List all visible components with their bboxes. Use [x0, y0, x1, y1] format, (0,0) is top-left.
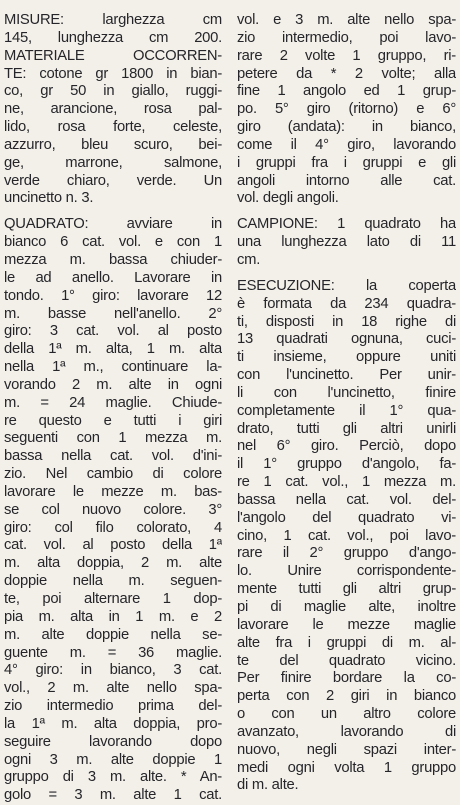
- right-paragraph: [237, 216, 456, 270]
- text-line: o con un altro colore: [237, 706, 456, 723]
- text-line: CAMPIONE: 1 quadrato ha: [237, 216, 456, 233]
- text-line: lavorare le mezze m. bas-: [4, 483, 222, 500]
- text-line: zio. Nel cambio di colore: [4, 466, 222, 483]
- text-line: co, gr 50 in giallo, ruggi-: [4, 83, 222, 100]
- text-line: ge, marrone, salmone,: [4, 154, 222, 171]
- text-line: avanzato, lavorando di: [237, 723, 456, 740]
- text-line: MISURE: larghezza cm: [4, 12, 222, 28]
- text-line: ti insieme, oppure uniti: [237, 349, 456, 366]
- text-line: mente tutti gli altri grup-: [237, 581, 456, 598]
- text-line: li con l'uncinetto, finire: [237, 384, 456, 401]
- text-line: mezza m. bassa chiuder-: [4, 251, 222, 268]
- right-paragraph: [237, 12, 456, 208]
- text-line: TE: cotone gr 1800 in bian-: [4, 65, 222, 82]
- text-line: cino, 1 cat. vol., poi lavo-: [237, 527, 456, 544]
- text-line: ti, disposti in 18 righe di: [237, 313, 456, 330]
- text-line: rare 2 volte 1 gruppo, ri-: [237, 47, 456, 64]
- text-line: la 1ª m. alta doppia, pro-: [4, 715, 222, 732]
- text-line: azzurro, bleu scuro, bei-: [4, 136, 222, 153]
- text-line: se col nuovo colore. 3°: [4, 501, 222, 518]
- text-line: m. alta doppia, 2 m. alte: [4, 555, 222, 572]
- text-line: lido, rosa forte, celeste,: [4, 119, 222, 136]
- text-line: alte fra i gruppi di m. al-: [237, 634, 456, 651]
- text-line: 13 quadrati ognuna, cuci-: [237, 331, 456, 348]
- text-line: m. alte doppie nella se-: [4, 626, 222, 643]
- left-paragraph: [4, 12, 222, 208]
- text-line: golo = 3 m. alte 1 cat.: [4, 787, 222, 804]
- text-line: vol. e 3 m. alte nello spa-: [237, 12, 456, 28]
- text-line: ESECUZIONE: la coperta: [237, 277, 456, 294]
- text-line: il 1° gruppo d'angolo, fa-: [237, 456, 456, 473]
- text-line: te, poi alternare 1 dop-: [4, 591, 222, 607]
- text-line: verde chiaro, verde. Un: [4, 172, 222, 189]
- text-line: m. basse nell'anello. 2°: [4, 305, 222, 322]
- text-line: doppie nella m. seguen-: [4, 573, 222, 590]
- text-line: l'angolo del quadrato vi-: [237, 509, 456, 526]
- text-line: pia m. alta in 1 m. e 2: [4, 608, 222, 625]
- text-line: vorando 2 m. alte in ogni: [4, 376, 222, 393]
- text-line: lavorare le mezze maglie: [237, 616, 456, 633]
- text-line: nel 6° giro. Perciò, dopo: [237, 438, 456, 455]
- text-line: Per finire bordare la co-: [237, 670, 456, 687]
- text-line: perta con 2 giri in bianco: [237, 688, 456, 705]
- text-line: giro: col filo colorato, 4: [4, 519, 222, 536]
- text-line: te del quadrato vicino.: [237, 652, 456, 669]
- text-line: bianco 6 cat. vol. e con 1: [4, 234, 222, 251]
- text-line: giro: 3 cat. vol. al posto: [4, 323, 222, 340]
- text-line: rare il 2° gruppo d'ango-: [237, 545, 456, 562]
- text-line: lo. Unire corrispondente-: [237, 563, 456, 580]
- text-line: vol., 2 m. alte nello spa-: [4, 680, 222, 697]
- text-line: petere da * 2 volte; alla: [237, 65, 456, 82]
- text-line: nella 1ª m., continuare la-: [4, 359, 222, 376]
- text-line: seguenti con 1 mezza m.: [4, 430, 222, 447]
- text-line: ogni 3 m. alte doppie 1: [4, 751, 222, 768]
- text-line: bassa nella cat. vol. del-: [237, 491, 456, 508]
- text-line: pi di maglie alte, inoltre: [237, 599, 456, 615]
- text-line: vol. degli angoli.: [237, 190, 339, 207]
- text-line: ne, arancione, rosa pal-: [4, 101, 222, 118]
- text-line: angoli intorno alle cat.: [237, 172, 456, 189]
- right-column: [237, 12, 456, 795]
- text-line: i gruppi fra i gruppi e gli: [237, 154, 456, 171]
- text-line: medi ogni volta 1 gruppo: [237, 759, 456, 776]
- text-line: re questo e tutti i giri: [4, 412, 222, 429]
- text-line: le ad anello. Lavorare in: [4, 269, 222, 286]
- text-line: è formata da 234 quadra-: [237, 295, 456, 312]
- text-line: giro (andata): in bianco,: [237, 119, 456, 136]
- text-line: 145, lunghezza cm 200.: [4, 29, 222, 46]
- text-line: zio intermedio, poi lavo-: [237, 29, 456, 46]
- text-line: m. = 24 maglie. Chiude-: [4, 394, 222, 411]
- text-line: seguire lavorando dopo: [4, 733, 222, 750]
- text-line: tondo. 1° giro: lavorare 12: [4, 287, 222, 304]
- text-line: nuovo, negli spazi inter-: [237, 741, 456, 758]
- text-line: zio intermedio prima del-: [4, 698, 222, 715]
- text-line: completamente il 1° qua-: [237, 402, 456, 419]
- text-line: drato, tutti gli altri unirli: [237, 420, 456, 437]
- text-line: po. 5° giro (ritorno) e 6°: [237, 101, 456, 118]
- right-paragraph: [237, 278, 456, 795]
- text-line: cat. vol. al posto della 1ª: [4, 537, 222, 554]
- text-line: 4° giro: in bianco, 3 cat.: [4, 662, 222, 679]
- text-line: uncinetto n. 3.: [4, 190, 94, 207]
- text-line: guente m. = 36 maglie.: [4, 644, 222, 661]
- text-line: come il 4° giro, lavorando: [237, 136, 456, 153]
- text-line: re 1 cat. vol., 1 mezza m.: [237, 474, 456, 491]
- text-line: QUADRATO: avviare in: [4, 216, 222, 233]
- text-line: cm.: [237, 251, 261, 268]
- text-line: della 1ª m. alta, 1 m. alta: [4, 341, 222, 358]
- text-line: con l'uncinetto. Per unir-: [237, 367, 456, 384]
- text-line: bassa nella cat. vol. d'ini-: [4, 448, 222, 465]
- text-line: MATERIALE OCCORREN-: [4, 47, 222, 64]
- left-paragraph: [4, 216, 222, 805]
- text-line: gruppo di 3 m. alte. * An-: [4, 769, 222, 786]
- text-line: una lunghezza lato di 11: [237, 234, 456, 251]
- left-column: [4, 12, 222, 805]
- text-line: di m. alte.: [237, 777, 299, 794]
- text-line: fine 1 angolo ed 1 grup-: [237, 83, 456, 100]
